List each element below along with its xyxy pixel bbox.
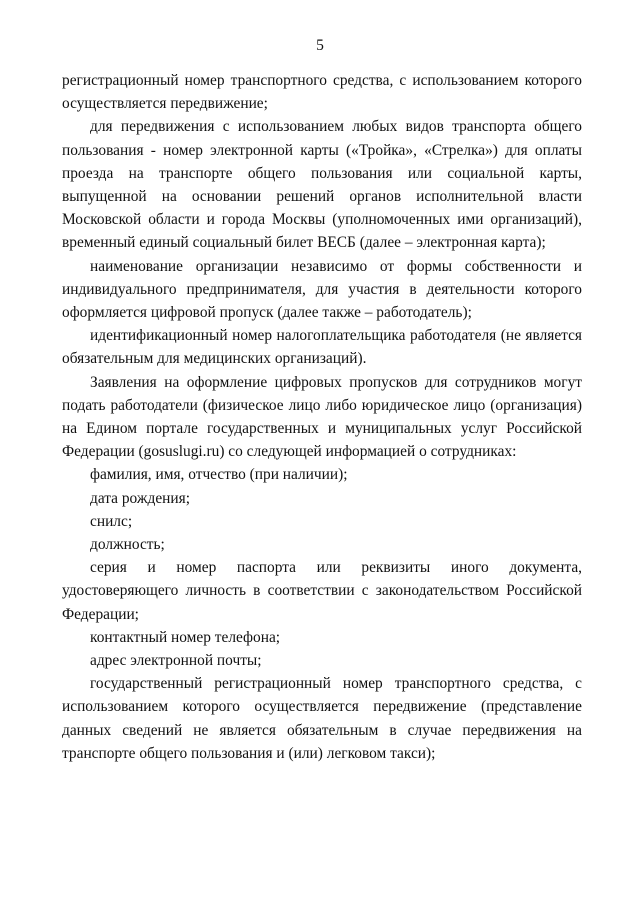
paragraph: регистрационный номер транспортного средства, с использованием которого осуществляется передвижение; bbox=[62, 72, 582, 113]
paragraph: Заявления на оформление цифровых пропусков для сотрудников могут подать работодатели (физическое лицо либо юридическое лицо (организация) на Едином портале государственных и муниципальных услуг Российской Федерации (gosuslugi.ru) со следующей информацией о сотрудниках: bbox=[62, 373, 582, 461]
list-item: серия и номер паспорта или реквизиты иного документа, удостоверяющего личность в соответствии с законодательством Российской Федерации; bbox=[62, 559, 582, 623]
list-item: фамилия, имя, отчество (при наличии); bbox=[90, 466, 348, 484]
list-item: контактный номер телефона; bbox=[90, 628, 281, 646]
page-number: 5 bbox=[316, 37, 324, 54]
list-item: снилс; bbox=[90, 512, 133, 530]
list-item: государственный регистрационный номер транспортного средства, с использованием которого осуществляется передвижение (представление данных сведений не является обязательным в случае передвижения на транспорте общего пользования и (или) легковом такси); bbox=[62, 675, 582, 762]
list-item: должность; bbox=[90, 536, 165, 554]
list-item: дата рождения; bbox=[90, 489, 190, 507]
document-body bbox=[62, 69, 582, 765]
paragraph: идентификационный номер налогоплательщика работодателя (не является обязательным для медицинских организаций). bbox=[62, 327, 582, 368]
list-item: адрес электронной почты; bbox=[90, 652, 262, 670]
paragraph: для передвижения с использованием любых видов транспорта общего пользования - номер электронной карты («Тройка», «Стрелка») для оплаты проезда на транспорте общего пользования или социальной карты, выпущенной на основании решений органов исполнительной власти Московской области и города Москвы (уполномоченных ими организаций), временный единый социальный билет ВЕСБ (далее – электронная карта); bbox=[62, 118, 582, 252]
paragraph: наименование организации независимо от формы собственности и индивидуального предпринимателя, для участия в деятельности которого оформляется цифровой пропуск (далее также – работодатель); bbox=[62, 257, 582, 322]
